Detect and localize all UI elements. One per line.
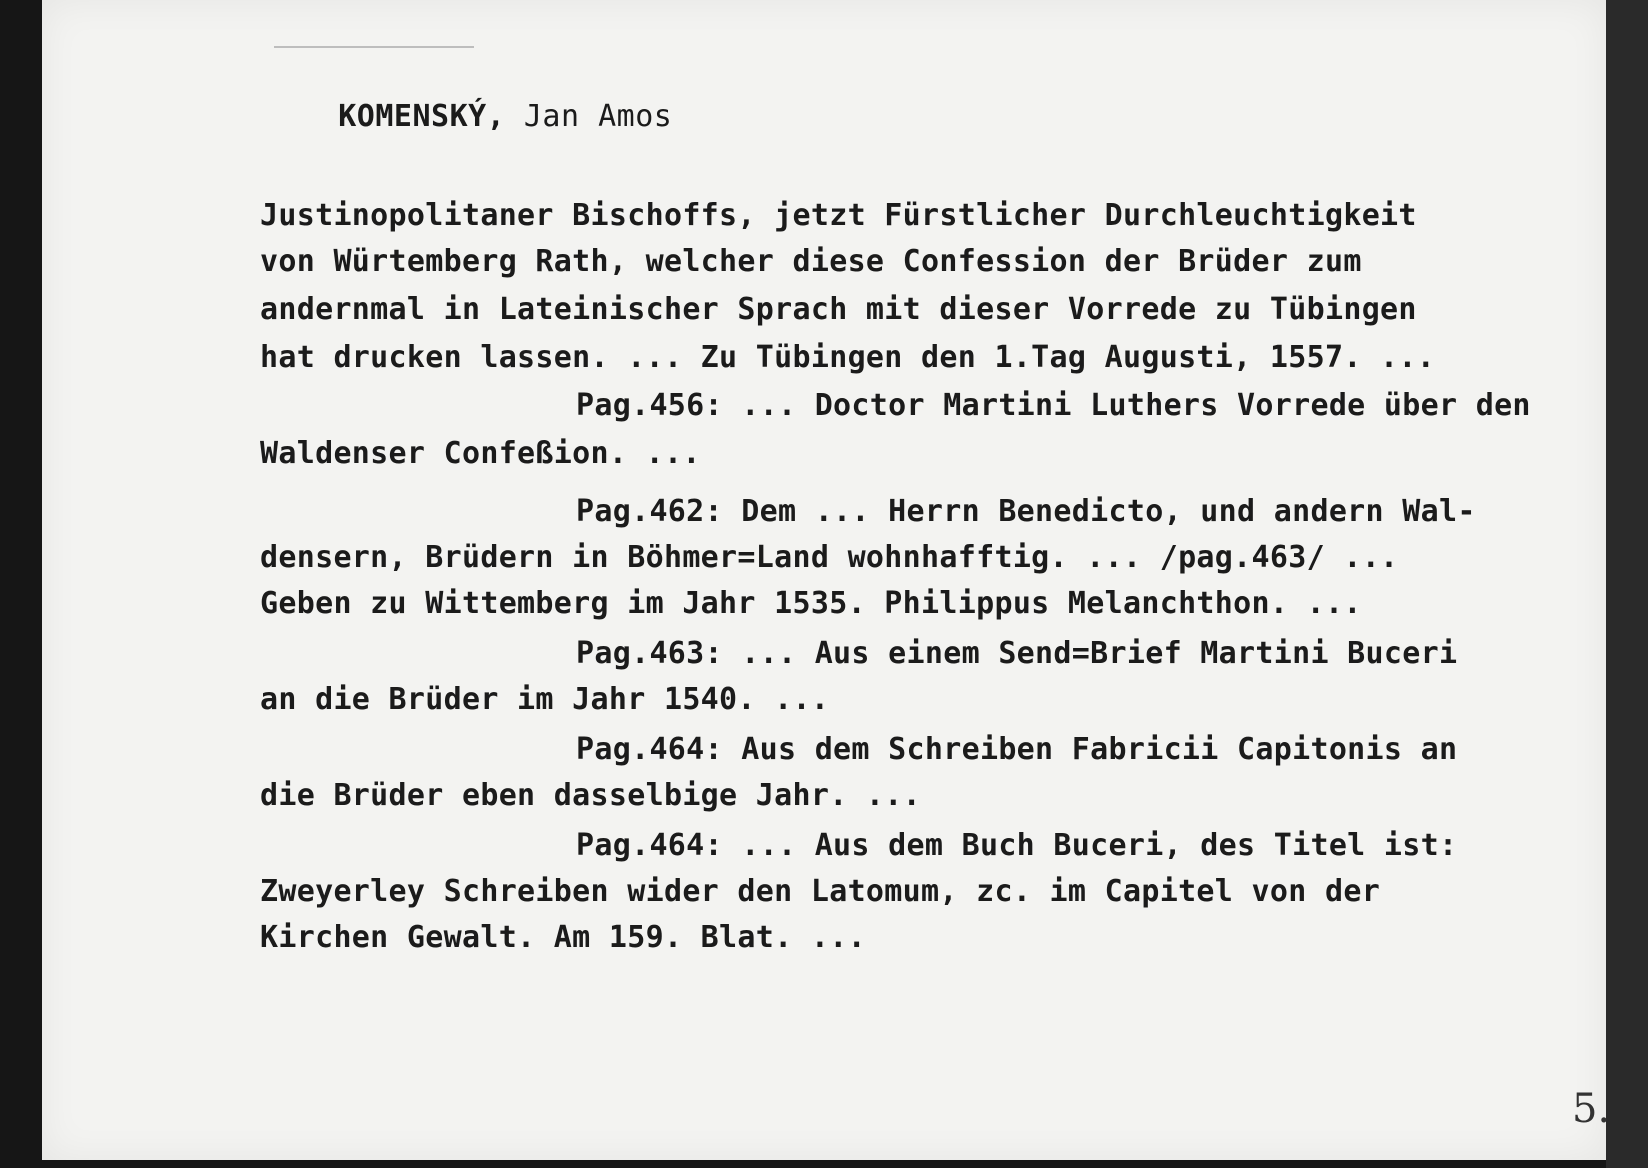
header-given-names: Jan Amos — [505, 99, 673, 134]
index-card — [42, 0, 1611, 1160]
corner-mark: 5. — [1572, 1086, 1611, 1132]
text-line: Geben zu Wittemberg im Jahr 1535. Philippus Melanchthon. ... — [260, 586, 1362, 621]
text-line: Waldenser Confeßion. ... — [260, 436, 701, 471]
scan-right-edge — [1606, 0, 1648, 1168]
text-line: Pag.464: Aus dem Schreiben Fabricii Capitonis an — [576, 732, 1458, 767]
header-surname: KOMENSKÝ, — [338, 99, 506, 134]
text-line: hat drucken lassen. ... Zu Tübingen den 1.Tag Augusti, 1557. ... — [260, 340, 1436, 375]
text-line: andernmal in Lateinischer Sprach mit dieser Vorrede zu Tübingen — [260, 292, 1417, 327]
text-line: Zweyerley Schreiben wider den Latomum, zc. im Capitel von der — [260, 874, 1381, 909]
text-line: Kirchen Gewalt. Am 159. Blat. ... — [260, 920, 866, 955]
text-line: Justinopolitaner Bischoffs, jetzt Fürstlicher Durchleuchtigkeit — [260, 198, 1417, 233]
text-line: densern, Brüdern in Böhmer=Land wohnhafftig. ... /pag.463/ ... — [260, 540, 1399, 575]
smudge-line — [274, 46, 474, 48]
text-line: Pag.456: ... Doctor Martini Luthers Vorrede über den — [576, 388, 1531, 423]
card-header — [264, 64, 672, 169]
text-line: Pag.462: Dem ... Herrn Benedicto, und andern Wal- — [576, 494, 1476, 529]
text-line: Pag.464: ... Aus dem Buch Buceri, des Titel ist: — [576, 828, 1458, 863]
text-line: Pag.463: ... Aus einem Send=Brief Martini Buceri — [576, 636, 1458, 671]
text-line: an die Brüder im Jahr 1540. ... — [260, 682, 830, 717]
text-line: von Würtemberg Rath, welcher diese Confession der Brüder zum — [260, 244, 1362, 279]
text-line: die Brüder eben dasselbige Jahr. ... — [260, 778, 922, 813]
